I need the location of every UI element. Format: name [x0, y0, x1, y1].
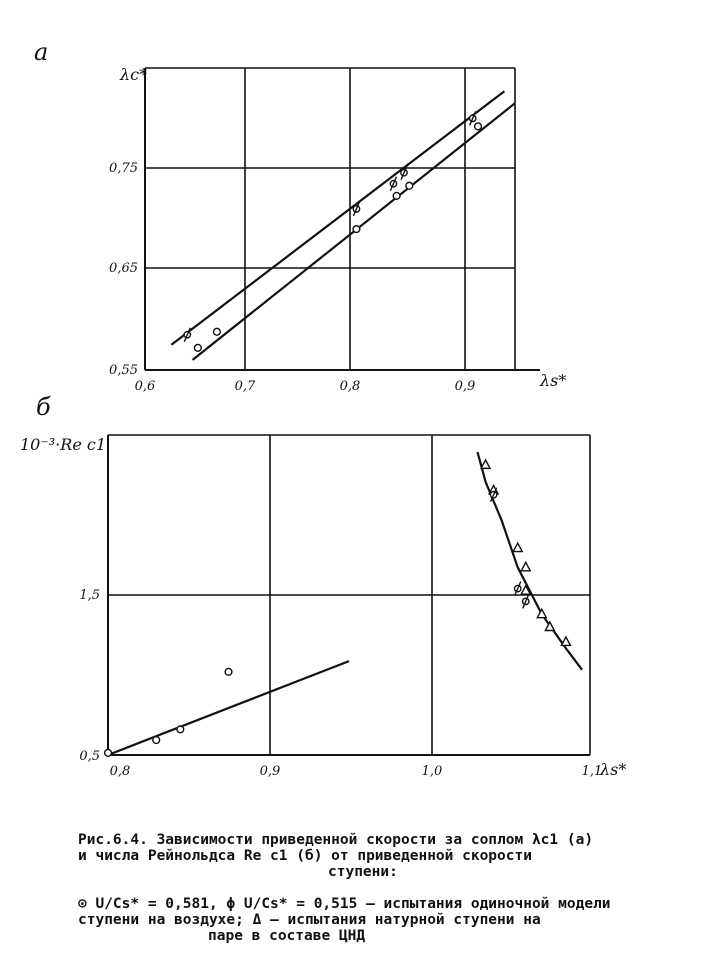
chart-panel-a — [34, 38, 566, 394]
data-point-b-1-6 — [545, 622, 554, 631]
x-axis-label-b: λs* — [600, 760, 627, 779]
caption-line-4: ⊙ U/Cs* = 0,581, ϕ U/Cs* = 0,515 – испытания одиночной модели — [78, 896, 611, 912]
data-point-b-2-1 — [515, 582, 521, 596]
data-point-b-0-0 — [105, 749, 112, 756]
data-point-a-1-3 — [393, 192, 400, 199]
x-tick-label-b-0: 0,8 — [109, 764, 131, 779]
y-tick-label-a-0: 0,55 — [109, 363, 138, 378]
x-tick-label-a-3: 0,9 — [454, 379, 476, 394]
data-point-a-1-2 — [353, 226, 360, 233]
panel-label-a: a — [34, 38, 49, 66]
data-marks-a — [171, 91, 515, 360]
data-point-b-1-0 — [481, 460, 490, 469]
data-point-a-1-0 — [194, 344, 201, 351]
caption-line-1: Рис.6.4. Зависимости приведенной скорости за соплом λc1 (а) — [78, 832, 594, 848]
data-marks-b — [105, 452, 582, 756]
data-point-a-0-0 — [184, 328, 190, 342]
caption-line-2: и числа Рейнольдса Re c1 (б) от приведенной скорости — [78, 848, 532, 864]
data-point-b-0-3 — [225, 668, 232, 675]
x-tick-label-a-0: 0,6 — [134, 379, 156, 394]
data-point-b-2-2 — [523, 594, 529, 608]
x-tick-label-a-2: 0,8 — [339, 379, 361, 394]
data-point-b-1-2 — [513, 543, 522, 552]
data-point-a-0-4 — [470, 111, 476, 125]
y-tick-label-b-1: 1,5 — [79, 588, 100, 603]
panel-label-b: б — [36, 393, 51, 421]
x-tick-label-b-1: 0,9 — [259, 764, 281, 779]
x-tick-label-b-2: 1,0 — [421, 764, 443, 779]
x-tick-label-b-3: 1,1 — [581, 764, 603, 779]
data-point-a-1-1 — [213, 328, 220, 335]
data-point-a-1-4 — [406, 182, 413, 189]
data-point-a-1-5 — [475, 123, 482, 130]
caption-line-5: ступени на воздухе; Δ – испытания натурной ступени на — [78, 912, 541, 928]
y-tick-label-b-0: 0,5 — [79, 749, 100, 764]
data-point-a-0-2 — [390, 177, 396, 191]
x-tick-label-a-1: 0,7 — [234, 379, 256, 394]
data-point-b-1-3 — [521, 562, 530, 571]
x-axis-label-a: λs* — [540, 371, 567, 390]
figure-caption — [78, 832, 708, 944]
y-axis-label-a: λc* — [120, 65, 148, 84]
data-point-b-0-1 — [153, 737, 160, 744]
chart-panel-b — [20, 393, 626, 779]
y-tick-label-a-2: 0,75 — [109, 161, 138, 176]
y-axis-label-b: 10⁻³·Re c1 — [20, 435, 107, 454]
data-point-b-1-7 — [561, 637, 570, 646]
caption-line-3: ступени: — [328, 864, 398, 880]
fit-line-a-0 — [171, 91, 504, 345]
data-point-b-0-2 — [177, 726, 184, 733]
y-tick-label-a-1: 0,65 — [109, 261, 138, 276]
caption-line-6: паре в составе ЦНД — [208, 928, 366, 944]
